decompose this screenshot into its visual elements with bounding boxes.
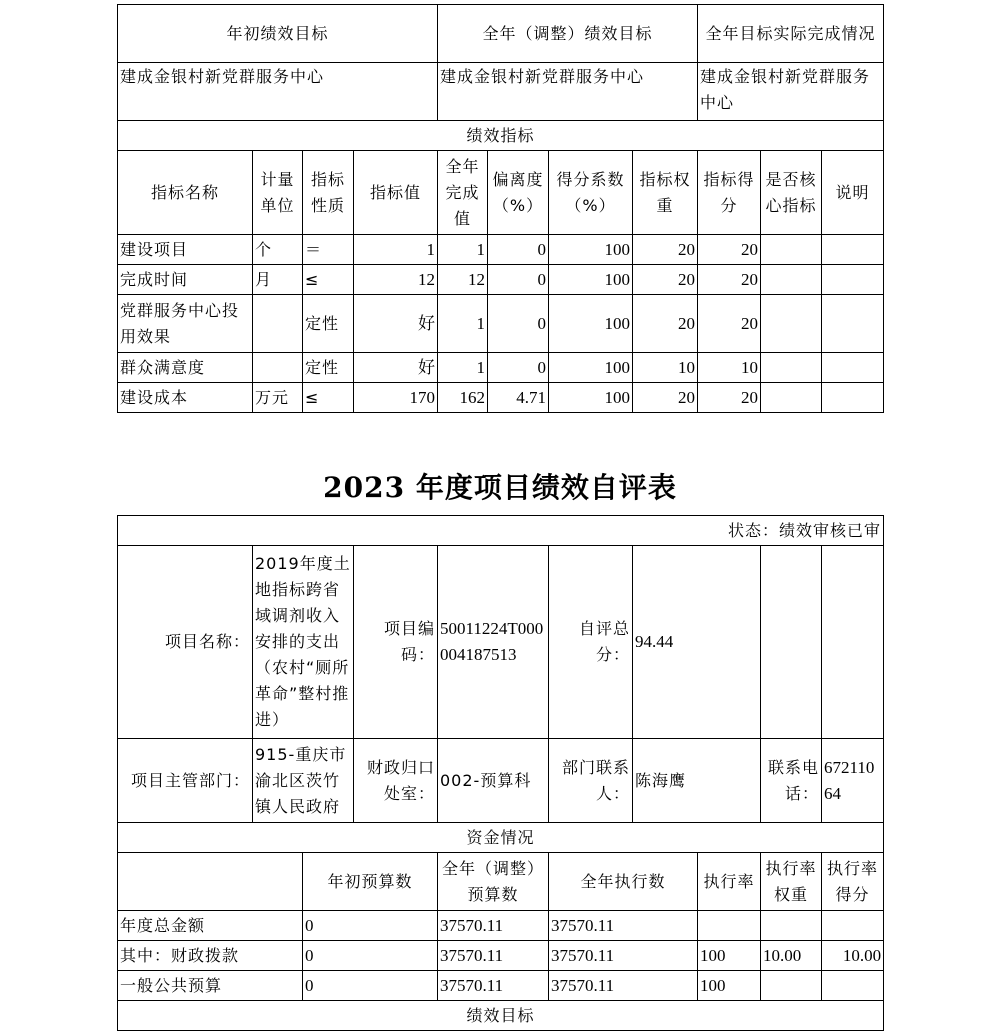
indicator-score: 20 <box>698 383 761 413</box>
indicator-core <box>761 235 822 265</box>
funds-rate-weight <box>761 911 822 941</box>
indicator-core <box>761 383 822 413</box>
indicator-nature: 定性 <box>303 295 354 353</box>
goals-section-title: 绩效目标 <box>118 1001 884 1031</box>
table-row <box>118 911 884 941</box>
funds-rate-score: 10.00 <box>822 941 884 971</box>
table-row <box>118 295 884 353</box>
project-code-value: 50011224T000004187513 <box>438 546 549 739</box>
indicator-coef: 100 <box>549 265 633 295</box>
empty-cell <box>822 546 884 739</box>
funds-header-initial: 年初预算数 <box>303 853 438 911</box>
initial-goal-text: 建成金银村新党群服务中心 <box>118 63 438 121</box>
table-row <box>118 235 884 265</box>
self-eval-form <box>117 515 884 1031</box>
indicator-value: 1 <box>354 235 438 265</box>
project-code-label: 项目编码： <box>354 546 438 739</box>
indicator-unit <box>253 353 303 383</box>
indicator-name: 建设成本 <box>118 383 253 413</box>
project-name-value: 2019年度土地指标跨省域调剂收入安排的支出（农村“厕所革命”整村推进） <box>253 546 354 739</box>
indicator-deviation: 0 <box>488 265 549 295</box>
col-header-done: 全年完成值 <box>438 151 488 235</box>
self-eval-form-block <box>117 515 883 1031</box>
indicator-score: 20 <box>698 235 761 265</box>
indicator-unit: 月 <box>253 265 303 295</box>
funds-header-rate: 执行率 <box>698 853 761 911</box>
funds-adjusted: 37570.11 <box>438 911 549 941</box>
funds-rate: 100 <box>698 941 761 971</box>
col-header-note: 说明 <box>822 151 884 235</box>
col-header-score: 指标得分 <box>698 151 761 235</box>
indicator-table <box>117 4 884 413</box>
funds-executed: 37570.11 <box>549 911 698 941</box>
table-row <box>118 971 884 1001</box>
indicator-coef: 100 <box>549 235 633 265</box>
indicator-weight: 20 <box>633 383 698 413</box>
header-adjusted-goal: 全年（调整）绩效目标 <box>438 5 698 63</box>
contact-label: 部门联系人： <box>549 739 633 823</box>
funds-adjusted: 37570.11 <box>438 941 549 971</box>
funds-rate: 100 <box>698 971 761 1001</box>
status-label: 状态：绩效审核已审 <box>118 516 884 546</box>
indicator-name: 完成时间 <box>118 265 253 295</box>
indicator-weight: 10 <box>633 353 698 383</box>
contact-value: 陈海鹰 <box>633 739 761 823</box>
self-score-value: 94.44 <box>633 546 761 739</box>
indicator-done: 1 <box>438 353 488 383</box>
adjusted-goal-text: 建成金银村新党群服务中心 <box>438 63 698 121</box>
indicator-done: 162 <box>438 383 488 413</box>
indicator-nature: 定性 <box>303 353 354 383</box>
empty-cell <box>761 546 822 739</box>
page-title: 2023 年度项目绩效自评表 <box>323 471 677 504</box>
funds-executed: 37570.11 <box>549 971 698 1001</box>
indicator-weight: 20 <box>633 235 698 265</box>
funds-rate-weight: 10.00 <box>761 941 822 971</box>
indicator-table-block <box>117 4 883 413</box>
indicator-deviation: 0 <box>488 295 549 353</box>
funds-initial: 0 <box>303 971 438 1001</box>
table-row <box>118 353 884 383</box>
indicator-core <box>761 353 822 383</box>
funds-row-label: 其中：财政拨款 <box>118 941 303 971</box>
funds-rate-score <box>822 911 884 941</box>
indicator-core <box>761 295 822 353</box>
indicator-weight: 20 <box>633 265 698 295</box>
indicator-value: 好 <box>354 353 438 383</box>
indicator-deviation: 4.71 <box>488 383 549 413</box>
funds-header-rate-weight: 执行率权重 <box>761 853 822 911</box>
funds-row-label: 年度总金额 <box>118 911 303 941</box>
phone-label: 联系电话： <box>761 739 822 823</box>
indicator-score: 10 <box>698 353 761 383</box>
indicator-note <box>822 353 884 383</box>
indicator-name: 党群服务中心投用效果 <box>118 295 253 353</box>
indicator-note <box>822 235 884 265</box>
funds-rate-score <box>822 971 884 1001</box>
indicator-done: 1 <box>438 295 488 353</box>
indicator-deviation: 0 <box>488 353 549 383</box>
indicator-coef: 100 <box>549 383 633 413</box>
indicator-nature: ＝ <box>303 235 354 265</box>
indicator-nature: ≤ <box>303 265 354 295</box>
indicator-score: 20 <box>698 265 761 295</box>
funds-initial: 0 <box>303 911 438 941</box>
finance-label: 财政归口处室： <box>354 739 438 823</box>
indicator-coef: 100 <box>549 353 633 383</box>
funds-section-title: 资金情况 <box>118 823 884 853</box>
funds-header-adjusted: 全年（调整）预算数 <box>438 853 549 911</box>
funds-rate-weight <box>761 971 822 1001</box>
table-row <box>118 383 884 413</box>
indicator-value: 好 <box>354 295 438 353</box>
indicator-note <box>822 265 884 295</box>
col-header-name: 指标名称 <box>118 151 253 235</box>
col-header-coef: 得分系数（%） <box>549 151 633 235</box>
funds-header-rate-score: 执行率得分 <box>822 853 884 911</box>
col-header-unit: 计量单位 <box>253 151 303 235</box>
col-header-core: 是否核心指标 <box>761 151 822 235</box>
indicator-weight: 20 <box>633 295 698 353</box>
indicator-score: 20 <box>698 295 761 353</box>
funds-header-blank <box>118 853 303 911</box>
funds-header-executed: 全年执行数 <box>549 853 698 911</box>
actual-result-text: 建成金银村新党群服务中心 <box>698 63 884 121</box>
dept-label: 项目主管部门： <box>118 739 253 823</box>
indicator-done: 1 <box>438 235 488 265</box>
indicator-section-title: 绩效指标 <box>118 121 884 151</box>
indicator-unit <box>253 295 303 353</box>
indicator-name: 群众满意度 <box>118 353 253 383</box>
indicator-name: 建设项目 <box>118 235 253 265</box>
col-header-nature: 指标性质 <box>303 151 354 235</box>
funds-rate <box>698 911 761 941</box>
finance-value: 002-预算科 <box>438 739 549 823</box>
project-name-label: 项目名称： <box>118 546 253 739</box>
indicator-unit: 万元 <box>253 383 303 413</box>
phone-value: 67211064 <box>822 739 884 823</box>
funds-executed: 37570.11 <box>549 941 698 971</box>
indicator-note <box>822 383 884 413</box>
indicator-value: 12 <box>354 265 438 295</box>
indicator-core <box>761 265 822 295</box>
indicator-unit: 个 <box>253 235 303 265</box>
header-initial-goal: 年初绩效目标 <box>118 5 438 63</box>
col-header-value: 指标值 <box>354 151 438 235</box>
indicator-note <box>822 295 884 353</box>
funds-initial: 0 <box>303 941 438 971</box>
table-row <box>118 941 884 971</box>
indicator-nature: ≤ <box>303 383 354 413</box>
indicator-value: 170 <box>354 383 438 413</box>
table-row <box>118 265 884 295</box>
funds-row-label: 一般公共预算 <box>118 971 303 1001</box>
indicator-deviation: 0 <box>488 235 549 265</box>
col-header-deviation: 偏离度（%） <box>488 151 549 235</box>
self-score-label: 自评总分： <box>549 546 633 739</box>
funds-adjusted: 37570.11 <box>438 971 549 1001</box>
header-actual-result: 全年目标实际完成情况 <box>698 5 884 63</box>
col-header-weight: 指标权重 <box>633 151 698 235</box>
indicator-done: 12 <box>438 265 488 295</box>
indicator-coef: 100 <box>549 295 633 353</box>
dept-value: 915-重庆市渝北区茨竹镇人民政府 <box>253 739 354 823</box>
